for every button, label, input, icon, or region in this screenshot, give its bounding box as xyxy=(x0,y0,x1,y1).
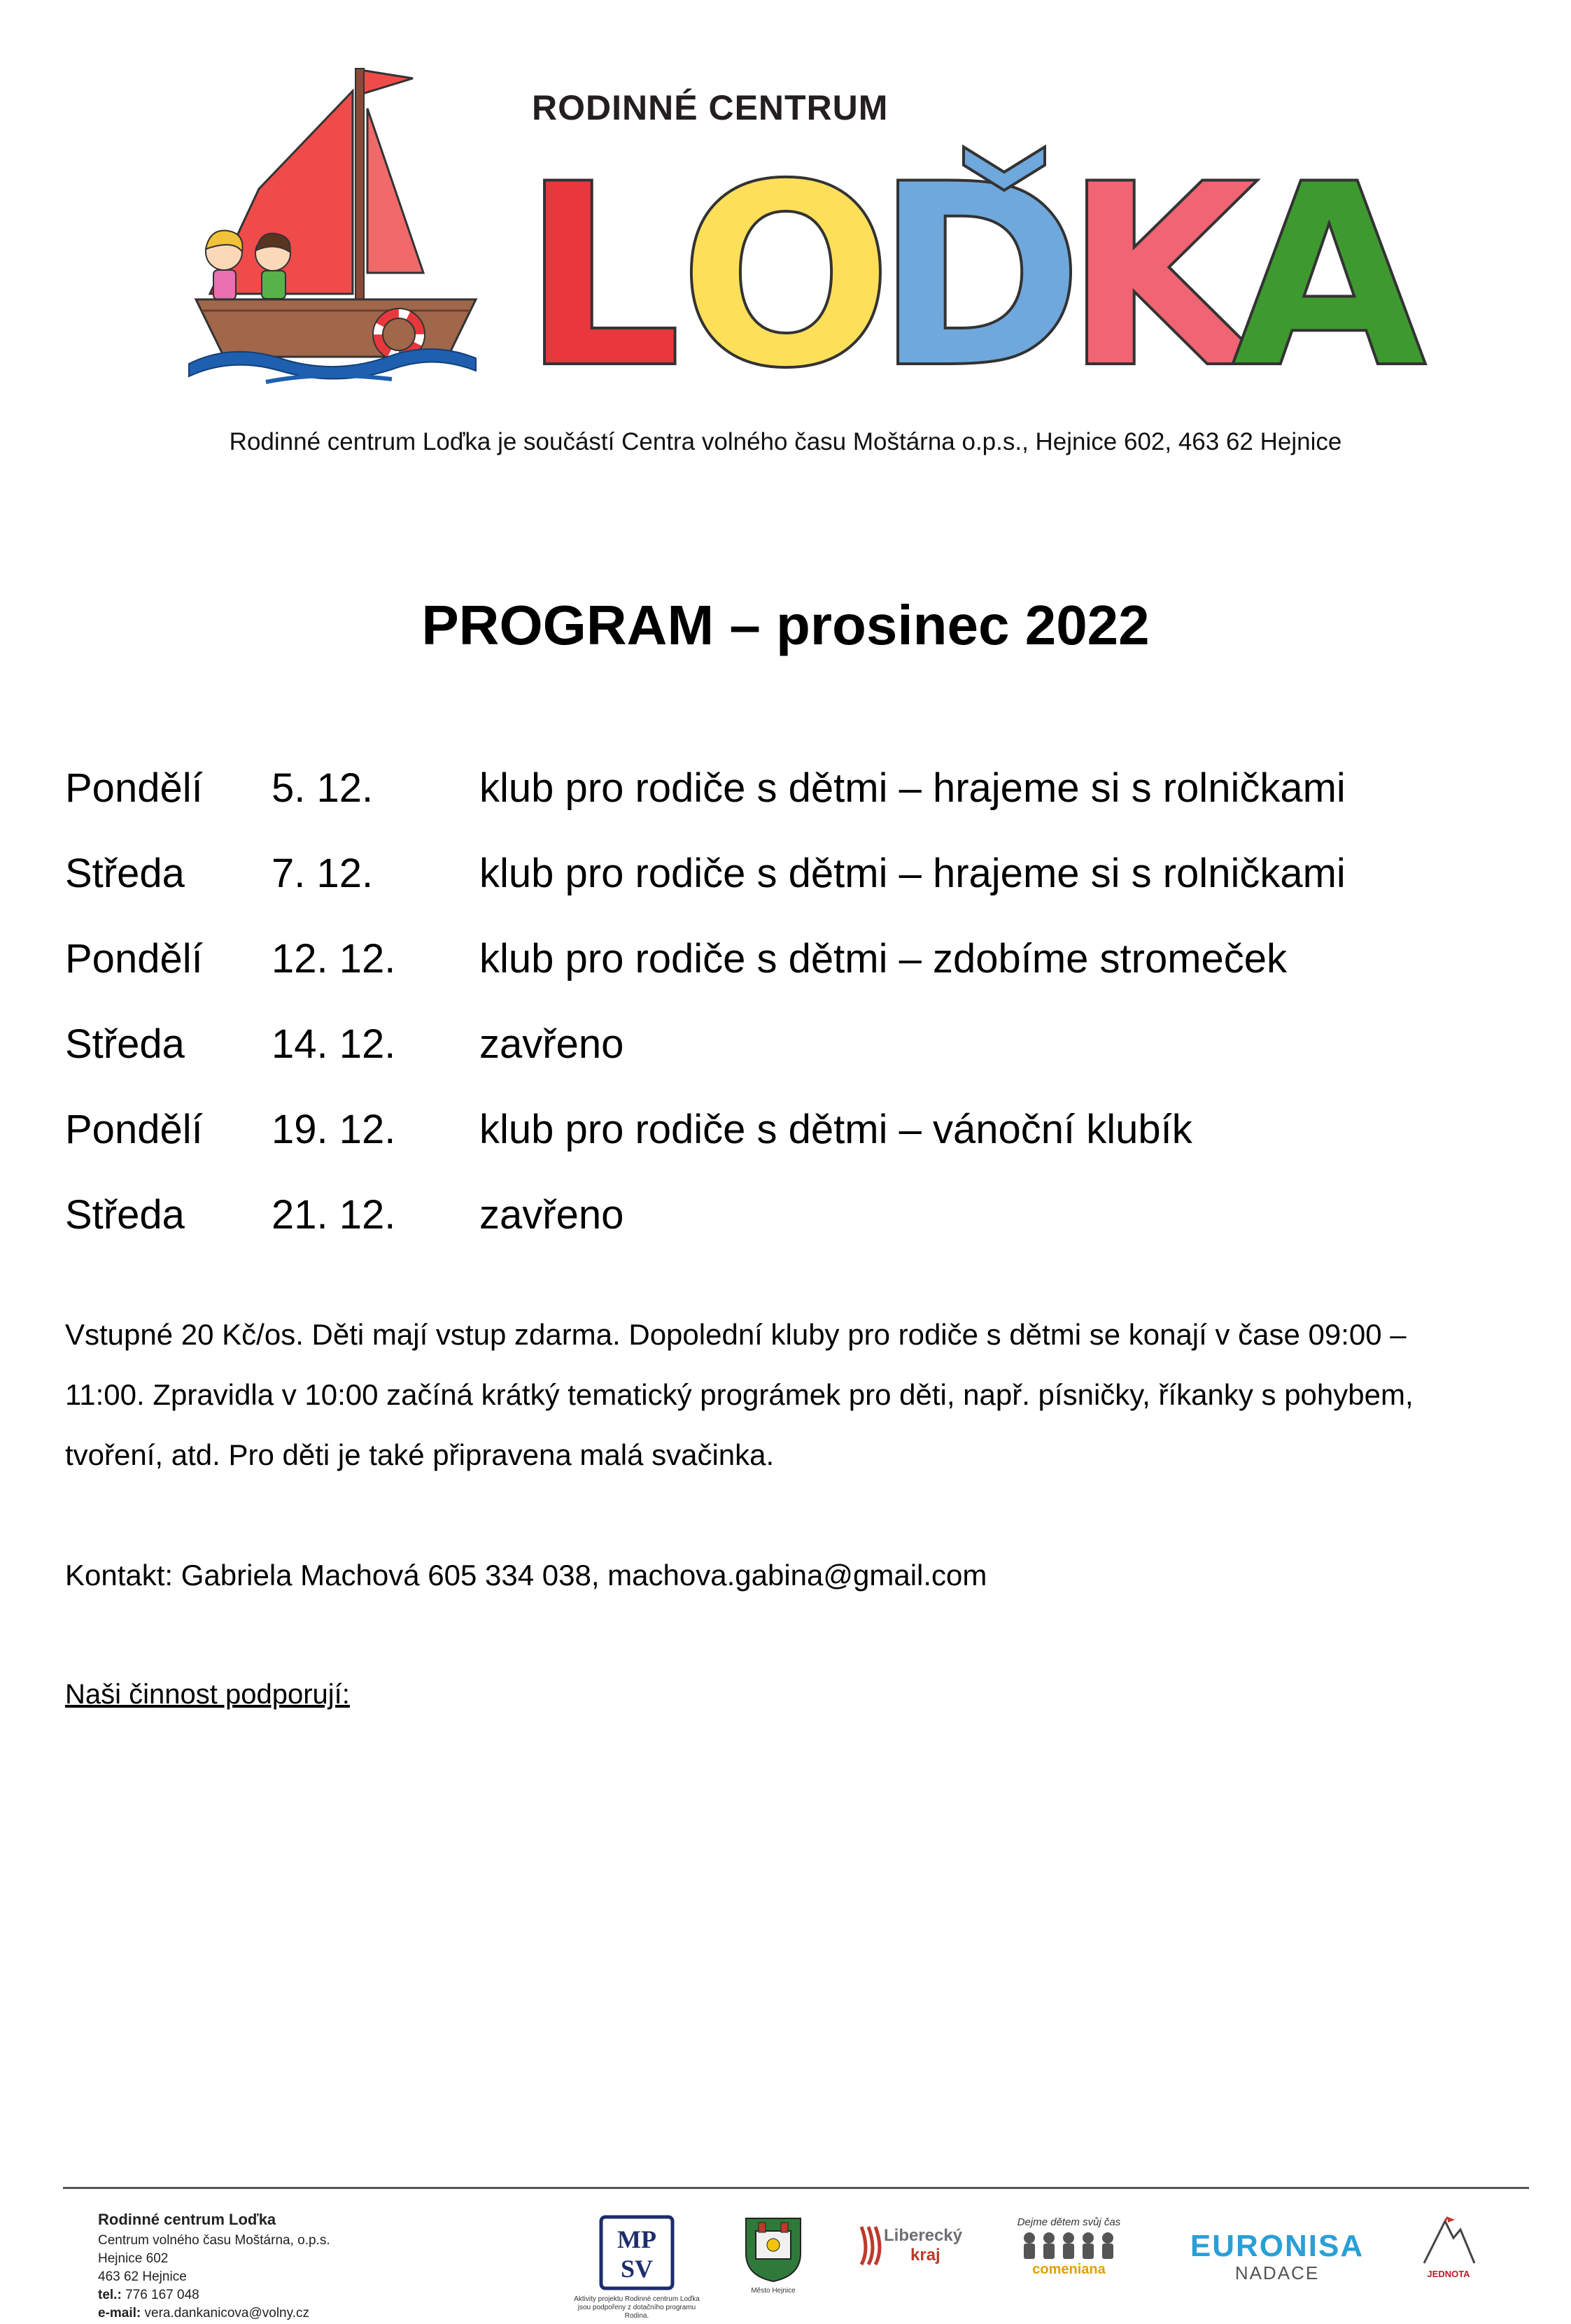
jednota-logo-icon xyxy=(1417,2214,1480,2269)
mast xyxy=(355,69,364,327)
footer-phone-value: 776 167 048 xyxy=(125,2288,199,2302)
sponsor-euronisa xyxy=(1176,2230,1379,2284)
schedule-day: Pondělí xyxy=(65,765,203,811)
schedule-date: 14. 12. xyxy=(272,1021,396,1067)
schedule-day: Středa xyxy=(65,1021,185,1067)
euronisa-sub: NADACE xyxy=(1234,2262,1320,2283)
schedule-row xyxy=(65,916,1535,1001)
logo-wordmark xyxy=(521,140,1431,378)
liberecky-line1: Liberecký xyxy=(884,2226,963,2245)
info-paragraph xyxy=(65,1305,1535,1485)
schedule-date: 19. 12. xyxy=(272,1106,396,1152)
svg-text:L: L xyxy=(521,140,682,378)
schedule-date: 7. 12. xyxy=(272,850,374,896)
schedule-activity: zavřeno xyxy=(479,1021,624,1067)
footer-org-line: 463 62 Hejnice xyxy=(98,2269,187,2284)
schedule-day: Pondělí xyxy=(65,935,203,982)
footer-organization xyxy=(98,2211,330,2323)
program-title: PROGRAM – prosinec 2022 xyxy=(421,594,1150,656)
footer-phone-label: tel.: xyxy=(98,2288,122,2302)
schedule-date: 5. 12. xyxy=(272,765,374,811)
schedule-activity: zavřeno xyxy=(479,1191,624,1238)
supporters-heading: Naši činnost podporují: xyxy=(65,1679,350,1710)
footer-org-line: Centrum volného času Moštárna, o.p.s. xyxy=(98,2233,330,2248)
schedule-list xyxy=(65,745,1535,1257)
schedule-row xyxy=(65,745,1535,830)
footer-email-value: vera.dankanicova@volny.cz xyxy=(144,2306,309,2321)
comeniana-slogan: Dejme dětem svůj čas xyxy=(1017,2216,1121,2228)
schedule-activity: klub pro rodiče s dětmi – hrajeme si s rolničkami xyxy=(479,765,1346,811)
schedule-row xyxy=(65,830,1535,916)
jednota-name: JEDNOTA xyxy=(1427,2269,1470,2279)
sponsor-jednota xyxy=(1414,2214,1484,2279)
jib-sail xyxy=(367,108,423,273)
svg-text:MP: MP xyxy=(617,2225,656,2253)
comeniana-name: comeniana xyxy=(1032,2262,1106,2277)
info-line: 11:00. Zpravidla v 10:00 začíná krátký tematický prográmek pro děti, např. písničky, říkanky s pohybem, xyxy=(65,1378,1414,1411)
euronisa-name: EURONISA xyxy=(1190,2229,1365,2263)
schedule-activity: klub pro rodiče s dětmi – vánoční klubík xyxy=(479,1106,1192,1152)
footer-org-name: Rodinné centrum Loďka xyxy=(98,2211,276,2228)
sponsor-hejnice xyxy=(735,2214,812,2295)
schedule-date: 21. 12. xyxy=(272,1191,396,1238)
footer-email xyxy=(98,2304,330,2323)
sponsor-mpsv xyxy=(574,2214,700,2321)
footer-divider xyxy=(63,2187,1529,2189)
sponsor-liberecky-kraj xyxy=(857,2221,969,2274)
schedule-row xyxy=(65,1001,1535,1086)
svg-text:D: D xyxy=(875,140,1084,378)
sailboat-logo-illustration xyxy=(182,42,490,406)
schedule-activity: klub pro rodiče s dětmi – hrajeme si s rolničkami xyxy=(479,850,1346,896)
schedule-day: Středa xyxy=(65,850,185,896)
svg-text:K: K xyxy=(1064,140,1259,378)
flag-icon xyxy=(360,70,413,94)
logo-subtitle: RODINNÉ CENTRUM xyxy=(532,88,889,127)
schedule-activity: klub pro rodiče s dětmi – zdobíme stromeček xyxy=(479,935,1288,982)
footer-phone xyxy=(98,2286,330,2304)
schedule-day: Středa xyxy=(65,1191,185,1238)
schedule-day: Pondělí xyxy=(65,1106,203,1152)
sponsor-comeniana xyxy=(1008,2216,1130,2278)
liberecky-kraj-logo-icon xyxy=(857,2221,969,2270)
svg-text:O: O xyxy=(679,140,894,378)
schedule-row xyxy=(65,1172,1535,1257)
mpsv-logo-icon xyxy=(598,2214,675,2291)
schedule-row xyxy=(65,1086,1535,1172)
hejnice-caption: Město Hejnice xyxy=(751,2287,796,2295)
mpsv-caption: Aktivity projektu Rodinné centrum Loďka jsou podpořeny z dotačního programu Rodina. xyxy=(574,2295,700,2320)
info-line: Vstupné 20 Kč/os. Děti mají vstup zdarma. Dopolední kluby pro rodiče s dětmi se konají v čase 09:00 – xyxy=(65,1318,1407,1351)
affiliation-note: Rodinné centrum Loďka je součástí Centra volného času Moštárna o.p.s., Hejnice 602, 463 62 Hejnice xyxy=(229,428,1342,455)
footer-email-label: e-mail: xyxy=(98,2306,141,2321)
schedule-date: 12. 12. xyxy=(272,935,396,982)
comeniana-people-icon xyxy=(1017,2230,1122,2262)
svg-text:A: A xyxy=(1232,140,1427,378)
contact-line: Kontakt: Gabriela Machová 605 334 038, machova.gabina@gmail.com xyxy=(65,1559,987,1592)
liberecky-line2: kraj xyxy=(910,2246,941,2265)
footer-org-line: Hejnice 602 xyxy=(98,2251,169,2266)
info-line: tvoření, atd. Pro děti je také připravena malá svačinka. xyxy=(65,1438,775,1471)
hejnice-coat-of-arms-icon xyxy=(742,2214,805,2284)
svg-text:SV: SV xyxy=(620,2255,654,2283)
boat-hull xyxy=(196,299,476,357)
